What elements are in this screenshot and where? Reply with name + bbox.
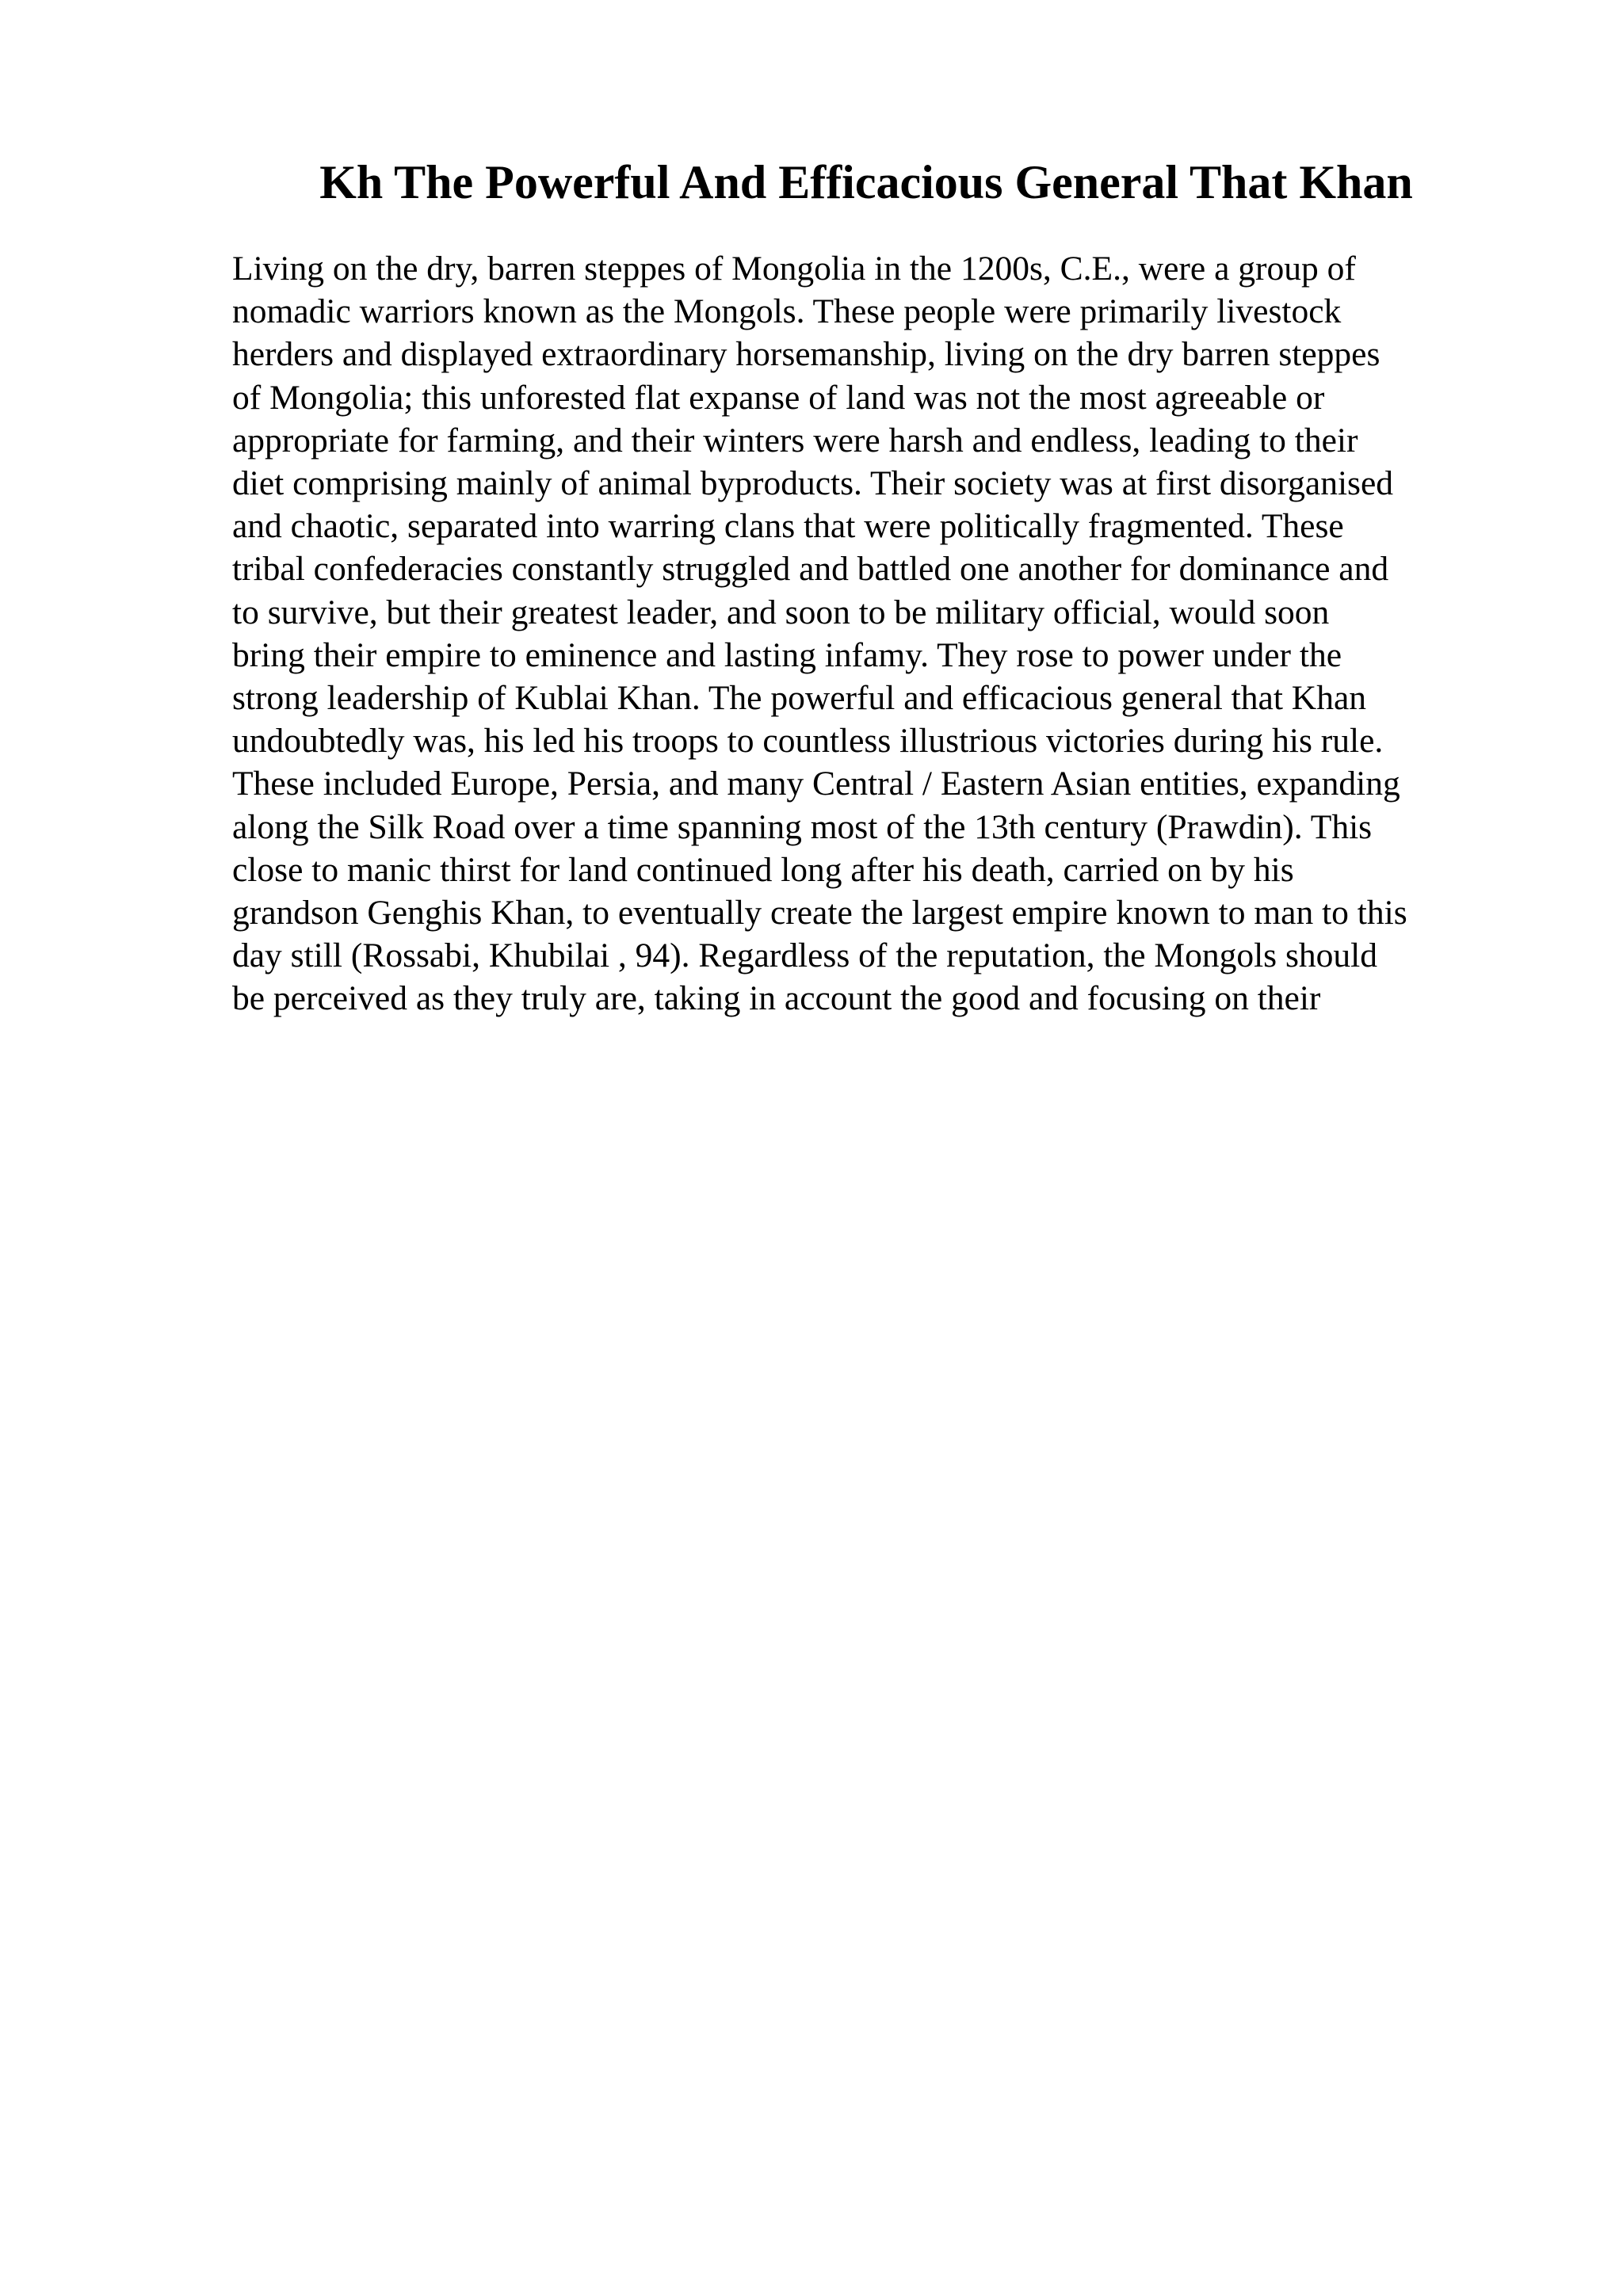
body-line: tribal confederacies constantly struggled and battled one another for dominance and (232, 550, 1389, 589)
body-line: bring their empire to eminence and lasting infamy. They rose to power under the (232, 635, 1342, 674)
body-line: and chaotic, separated into warring clans that were politically fragmented. These (232, 507, 1344, 546)
body-line: appropriate for farming, and their winters were harsh and endless, leading to their (232, 421, 1358, 460)
body-line: along the Silk Road over a time spanning most of the 13th century (Prawdin). This (232, 807, 1373, 846)
body-line: These included Europe, Persia, and many Central / Eastern Asian entities, expanding (232, 765, 1400, 803)
body-line: close to manic thirst for land continued long after his death, carried on by his (232, 850, 1294, 889)
body-line: grandson Genghis Khan, to eventually create the largest empire known to man to this (232, 894, 1407, 933)
body-line: herders and displayed extraordinary horsemanship, living on the dry barren steppes (232, 335, 1381, 374)
body-line: be perceived as they truly are, taking in account the good and focusing on their (232, 979, 1321, 1018)
body-line: to survive, but their greatest leader, and soon to be military official, would soon (232, 593, 1330, 631)
body-line: Living on the dry, barren steppes of Mongolia in the 1200s, C.E., were a group of (232, 250, 1356, 288)
body-line: diet comprising mainly of animal byproducts. Their society was at first disorganised (232, 464, 1394, 503)
body-line: of Mongolia; this unforested flat expanse of land was not the most agreeable or (232, 378, 1325, 417)
body-line: undoubtedly was, his led his troops to countless illustrious victories during his rule. (232, 722, 1384, 761)
document-title: Kh The Powerful And Efficacious General That Khan (319, 156, 1413, 208)
body-line: strong leadership of Kublai Khan. The powerful and efficacious general that Khan (232, 679, 1366, 718)
body-line: day still (Rossabi, Khubilai , 94). Regardless of the reputation, the Mongols should (232, 936, 1377, 975)
document-body (232, 247, 1500, 1020)
body-line: nomadic warriors known as the Mongols. These people were primarily livestock (232, 292, 1342, 331)
